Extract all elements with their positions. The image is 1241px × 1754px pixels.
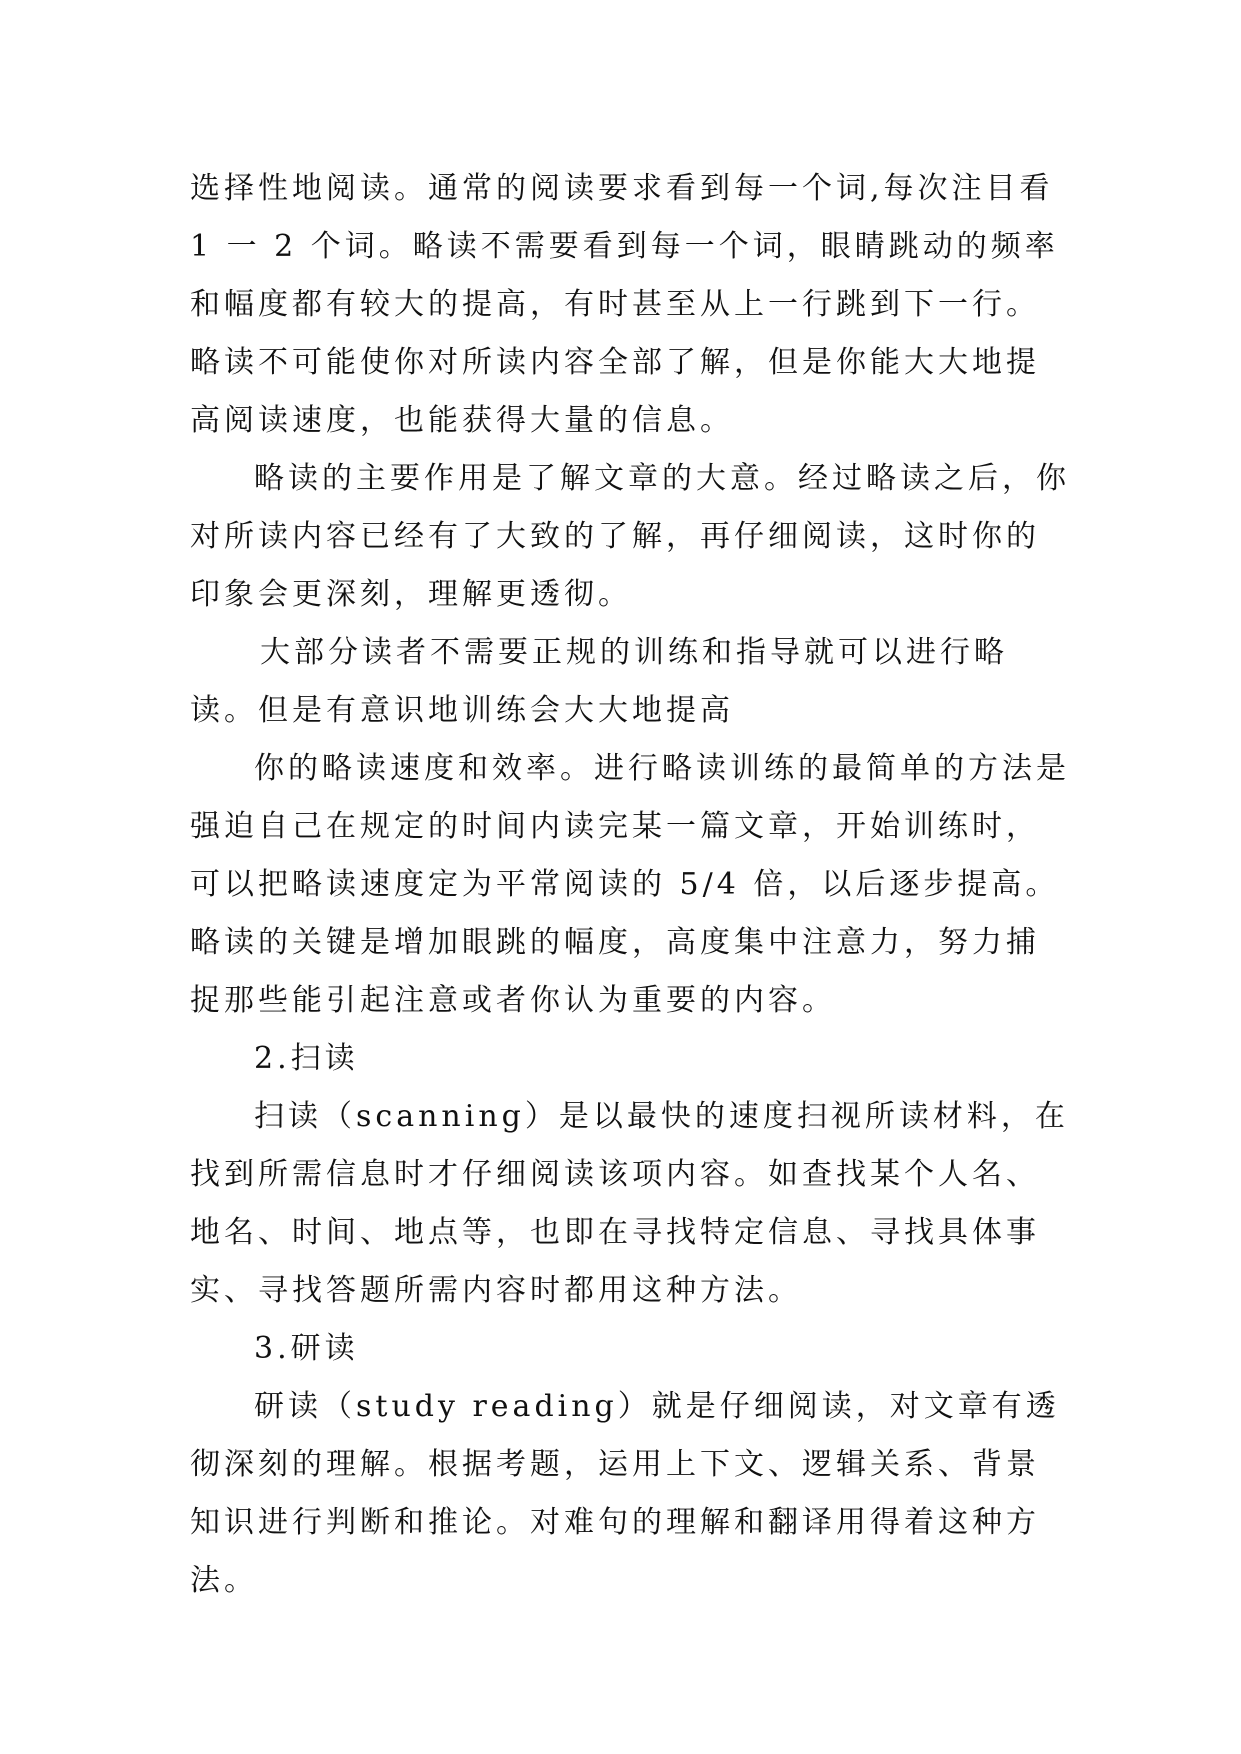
section-heading-scanning: 2.扫读 [254, 1041, 359, 1076]
paragraph-skimming-purpose: 略读的主要作用是了解文章的大意。经过略读之后，你对所读内容已经有了大致的了解，再仔细阅读，这时你的印象会更深刻，理解更透彻。 [190, 461, 1070, 612]
paragraph-study-reading: 研读（study reading）就是仔细阅读，对文章有透彻深刻的理解。根据考题，运用上下文、逻辑关系、背景知识进行判断和推论。对难句的理解和翻译用得着这种方法。 [190, 1389, 1060, 1598]
paragraph-skimming-method: 你的略读速度和效率。进行略读训练的最简单的方法是强迫自己在规定的时间内读完某一篇文章，开始训练时，可以把略读速度定为平常阅读的 5/4 倍，以后逐步提高。略读的关键是增加眼跳的幅度，高度集中注意力，努力捕捉那些能引起注意或者你认为重要的内容。 [190, 751, 1070, 1018]
paragraph-skimming-intro: 选择性地阅读。通常的阅读要求看到每一个词,每次注目看 1 一 2 个词。略读不需要看到每一个词，眼睛跳动的频率和幅度都有较大的提高，有时甚至从上一行跳到下一行。略读不可能使你对所读内容全部了解，但是你能大大地提高阅读速度，也能获得大量的信息。 [190, 171, 1059, 438]
paragraph-skimming-training: 大部分读者不需要正规的训练和指导就可以进行略读。但是有意识地训练会大大地提高 [190, 635, 1008, 728]
section-heading-study-reading: 3.研读 [254, 1331, 359, 1366]
document-body [190, 160, 1070, 1610]
paragraph-scanning: 扫读（scanning）是以最快的速度扫视所读材料，在找到所需信息时才仔细阅读该项内容。如查找某个人名、地名、时间、地点等，也即在寻找特定信息、寻找具体事实、寻找答题所需内容时都用这种方法。 [190, 1099, 1069, 1308]
